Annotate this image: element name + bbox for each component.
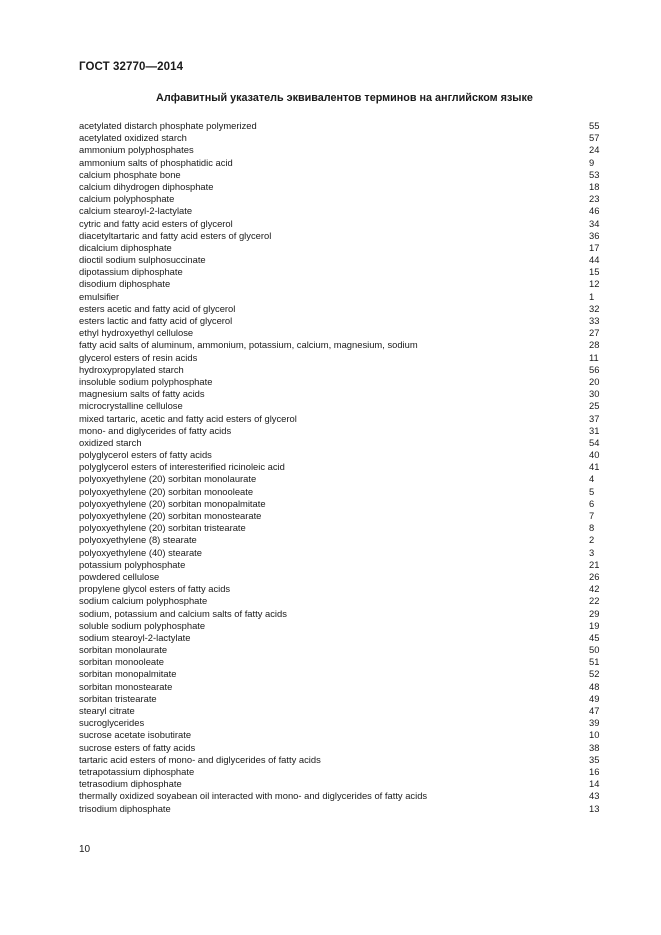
entry-term: dipotassium diphosphate bbox=[79, 266, 183, 278]
index-entry bbox=[79, 510, 599, 522]
entry-term: cytric and fatty acid esters of glycerol bbox=[79, 217, 233, 229]
entry-number: 3 bbox=[589, 546, 595, 558]
entry-number: 40 bbox=[589, 449, 600, 461]
index-entry bbox=[79, 413, 599, 425]
entry-number: 37 bbox=[589, 412, 600, 424]
entry-number: 56 bbox=[589, 363, 600, 375]
entry-term: calcium dihydrogen diphosphate bbox=[79, 180, 214, 192]
index-entry bbox=[79, 742, 599, 754]
entry-number: 24 bbox=[589, 144, 600, 156]
entry-number: 43 bbox=[589, 790, 600, 802]
index-entry bbox=[79, 559, 599, 571]
entry-number: 44 bbox=[589, 254, 600, 266]
index-entry bbox=[79, 547, 599, 559]
entry-term: acetylated oxidized starch bbox=[79, 132, 187, 144]
entry-term: sucrose acetate isobutirate bbox=[79, 729, 192, 741]
entry-term: acetylated distarch phosphate polymerized bbox=[79, 120, 257, 131]
entry-term: powdered cellulose bbox=[79, 570, 160, 582]
index-entry bbox=[79, 132, 599, 144]
index-entry bbox=[79, 656, 599, 668]
entry-number: 14 bbox=[589, 778, 600, 790]
entry-term: dicalcium diphosphate bbox=[79, 241, 172, 253]
entry-term: tetrapotassium diphosphate bbox=[79, 765, 195, 777]
entry-number: 34 bbox=[589, 217, 600, 229]
index-entry bbox=[79, 754, 599, 766]
index-entry bbox=[79, 668, 599, 680]
entry-number: 51 bbox=[589, 656, 600, 668]
entry-number: 7 bbox=[589, 510, 595, 521]
entry-number: 55 bbox=[589, 120, 600, 131]
index-entry bbox=[79, 303, 599, 315]
entry-number: 46 bbox=[589, 205, 600, 217]
entry-number: 30 bbox=[589, 388, 600, 400]
index-title: Алфавитный указатель эквивалентов терминов на английском языке bbox=[156, 92, 533, 104]
entry-number: 49 bbox=[589, 692, 600, 704]
entry-term: polyoxyethylene (20) sorbitan monooleate bbox=[79, 485, 254, 497]
index-entry bbox=[79, 803, 599, 815]
entry-number: 10 bbox=[589, 729, 600, 741]
entry-term: mixed tartaric, acetic and fatty acid esters of glycerol bbox=[79, 412, 297, 424]
index-entry bbox=[79, 266, 599, 278]
index-entry bbox=[79, 291, 599, 303]
index-entry bbox=[79, 632, 599, 644]
index-entry bbox=[79, 571, 599, 583]
entry-term: stearyl citrate bbox=[79, 705, 135, 716]
entry-term: sorbitan tristearate bbox=[79, 692, 157, 704]
entry-number: 29 bbox=[589, 607, 600, 619]
index-entry bbox=[79, 693, 599, 705]
entry-number: 35 bbox=[589, 753, 600, 765]
entry-number: 20 bbox=[589, 375, 600, 387]
index-entry bbox=[79, 583, 599, 595]
entry-term: soluble sodium polyphosphate bbox=[79, 619, 206, 631]
entry-number: 1 bbox=[589, 290, 595, 302]
index-entry bbox=[79, 461, 599, 473]
entry-term: ethyl hydroxyethyl cellulose bbox=[79, 327, 194, 339]
entry-term: thermally oxidized soyabean oil interacted with mono- and diglycerides of fatty acids bbox=[79, 790, 428, 802]
entry-number: 31 bbox=[589, 424, 600, 436]
entry-number: 33 bbox=[589, 315, 600, 326]
entry-number: 57 bbox=[589, 132, 600, 144]
entry-number: 53 bbox=[589, 168, 600, 180]
entry-number: 12 bbox=[589, 278, 600, 290]
term-index-list bbox=[79, 120, 599, 815]
entry-term: polyoxyethylene (20) sorbitan monopalmitate bbox=[79, 497, 266, 509]
entry-number: 19 bbox=[589, 619, 600, 631]
entry-number: 42 bbox=[589, 583, 600, 595]
entry-number: 50 bbox=[589, 644, 600, 656]
entry-number: 18 bbox=[589, 180, 600, 192]
entry-number: 38 bbox=[589, 741, 600, 753]
document-header: ГОСТ 32770—2014 bbox=[79, 61, 184, 73]
index-entry bbox=[79, 534, 599, 546]
entry-number: 15 bbox=[589, 266, 600, 278]
index-entry bbox=[79, 778, 599, 790]
index-entry bbox=[79, 315, 599, 327]
index-entry bbox=[79, 376, 599, 388]
index-entry bbox=[79, 449, 599, 461]
entry-term: disodium diphosphate bbox=[79, 278, 171, 290]
index-entry bbox=[79, 522, 599, 534]
index-entry bbox=[79, 681, 599, 693]
entry-number: 45 bbox=[589, 631, 600, 643]
entry-number: 13 bbox=[589, 802, 600, 814]
entry-term: glycerol esters of resin acids bbox=[79, 351, 198, 363]
index-entry bbox=[79, 157, 599, 169]
page-number: 10 bbox=[79, 844, 91, 855]
entry-number: 2 bbox=[589, 534, 595, 546]
entry-term: sorbitan monolaurate bbox=[79, 644, 168, 656]
index-entry bbox=[79, 608, 599, 620]
index-entry bbox=[79, 242, 599, 254]
entry-term: sucroglycerides bbox=[79, 717, 145, 729]
entry-term: microcrystalline cellulose bbox=[79, 400, 183, 412]
entry-term: hydroxypropylated starch bbox=[79, 363, 184, 375]
index-entry bbox=[79, 327, 599, 339]
entry-number: 17 bbox=[589, 241, 600, 253]
entry-number: 47 bbox=[589, 705, 600, 716]
entry-number: 52 bbox=[589, 668, 600, 680]
entry-term: oxidized starch bbox=[79, 436, 142, 448]
entry-number: 41 bbox=[589, 461, 600, 473]
entry-term: sodium stearoyl-2-lactylate bbox=[79, 631, 191, 643]
entry-term: fatty acid salts of aluminum, ammonium, potassium, calcium, magnesium, sodium bbox=[79, 339, 418, 351]
entry-term: sodium calcium polyphosphate bbox=[79, 595, 208, 607]
entry-term: emulsifier bbox=[79, 290, 120, 302]
entry-number: 26 bbox=[589, 570, 600, 582]
index-entry bbox=[79, 620, 599, 632]
entry-term: dioctil sodium sulphosuccinate bbox=[79, 254, 206, 266]
index-entry bbox=[79, 352, 599, 364]
entry-term: sorbitan monopalmitate bbox=[79, 668, 177, 680]
entry-number: 28 bbox=[589, 339, 600, 351]
index-entry bbox=[79, 766, 599, 778]
entry-number: 48 bbox=[589, 680, 600, 692]
entry-number: 11 bbox=[589, 351, 599, 363]
index-entry bbox=[79, 205, 599, 217]
entry-term: polyoxyethylene (20) sorbitan monostearate bbox=[79, 510, 262, 521]
index-entry bbox=[79, 120, 599, 132]
entry-term: potassium polyphosphate bbox=[79, 558, 186, 570]
index-entry bbox=[79, 218, 599, 230]
entry-number: 6 bbox=[589, 497, 595, 509]
entry-number: 39 bbox=[589, 717, 600, 729]
entry-term: esters acetic and fatty acid of glycerol bbox=[79, 302, 236, 314]
entry-number: 36 bbox=[589, 229, 600, 241]
entry-term: diacetyltartaric and fatty acid esters of glycerol bbox=[79, 229, 272, 241]
entry-term: polyoxyethylene (20) sorbitan tristearate bbox=[79, 522, 246, 534]
entry-number: 32 bbox=[589, 302, 600, 314]
index-entry bbox=[79, 339, 599, 351]
index-entry bbox=[79, 473, 599, 485]
entry-number: 23 bbox=[589, 193, 600, 205]
entry-number: 54 bbox=[589, 436, 600, 448]
index-entry bbox=[79, 595, 599, 607]
entry-number: 25 bbox=[589, 400, 600, 412]
entry-number: 5 bbox=[589, 485, 595, 497]
entry-number: 8 bbox=[589, 522, 595, 534]
index-entry bbox=[79, 498, 599, 510]
entry-term: tartaric acid esters of mono- and diglycerides of fatty acids bbox=[79, 753, 321, 765]
entry-number: 27 bbox=[589, 327, 600, 339]
entry-term: sorbitan monooleate bbox=[79, 656, 164, 668]
index-entry bbox=[79, 193, 599, 205]
entry-term: propylene glycol esters of fatty acids bbox=[79, 583, 231, 595]
index-entry bbox=[79, 181, 599, 193]
index-entry bbox=[79, 254, 599, 266]
entry-term: polyoxyethylene (40) stearate bbox=[79, 546, 202, 558]
index-entry bbox=[79, 717, 599, 729]
entry-term: sodium, potassium and calcium salts of fatty acids bbox=[79, 607, 287, 619]
index-entry bbox=[79, 486, 599, 498]
index-entry bbox=[79, 388, 599, 400]
entry-term: polyglycerol esters of fatty acids bbox=[79, 449, 212, 461]
entry-number: 22 bbox=[589, 595, 600, 607]
entry-term: polyoxyethylene (8) stearate bbox=[79, 534, 197, 546]
index-entry bbox=[79, 729, 599, 741]
index-entry bbox=[79, 437, 599, 449]
index-entry bbox=[79, 169, 599, 181]
index-entry bbox=[79, 400, 599, 412]
entry-term: calcium polyphosphate bbox=[79, 193, 175, 205]
entry-term: calcium phosphate bone bbox=[79, 168, 181, 180]
entry-term: ammonium salts of phosphatidic acid bbox=[79, 156, 233, 168]
entry-number: 9 bbox=[589, 156, 595, 168]
entry-term: calcium stearoyl-2-lactylate bbox=[79, 205, 193, 217]
entry-term: polyoxyethylene (20) sorbitan monolaurate bbox=[79, 473, 257, 485]
entry-term: trisodium diphosphate bbox=[79, 802, 171, 814]
entry-term: mono- and diglycerides of fatty acids bbox=[79, 424, 232, 436]
index-entry bbox=[79, 790, 599, 802]
entry-term: sucrose esters of fatty acids bbox=[79, 741, 196, 753]
index-entry bbox=[79, 425, 599, 437]
entry-term: polyglycerol esters of interesterified ricinoleic acid bbox=[79, 461, 285, 473]
entry-number: 21 bbox=[589, 558, 600, 570]
index-entry bbox=[79, 705, 599, 717]
index-entry bbox=[79, 144, 599, 156]
entry-number: 4 bbox=[589, 473, 595, 485]
index-entry bbox=[79, 278, 599, 290]
entry-term: magnesium salts of fatty acids bbox=[79, 388, 205, 400]
entry-term: insoluble sodium polyphosphate bbox=[79, 375, 213, 387]
index-entry bbox=[79, 644, 599, 656]
entry-term: tetrasodium diphosphate bbox=[79, 778, 182, 790]
index-entry bbox=[79, 364, 599, 376]
entry-term: sorbitan monostearate bbox=[79, 680, 173, 692]
entry-term: esters lactic and fatty acid of glycerol bbox=[79, 315, 233, 326]
index-entry bbox=[79, 230, 599, 242]
entry-number: 16 bbox=[589, 765, 600, 777]
entry-term: ammonium polyphosphates bbox=[79, 144, 194, 156]
